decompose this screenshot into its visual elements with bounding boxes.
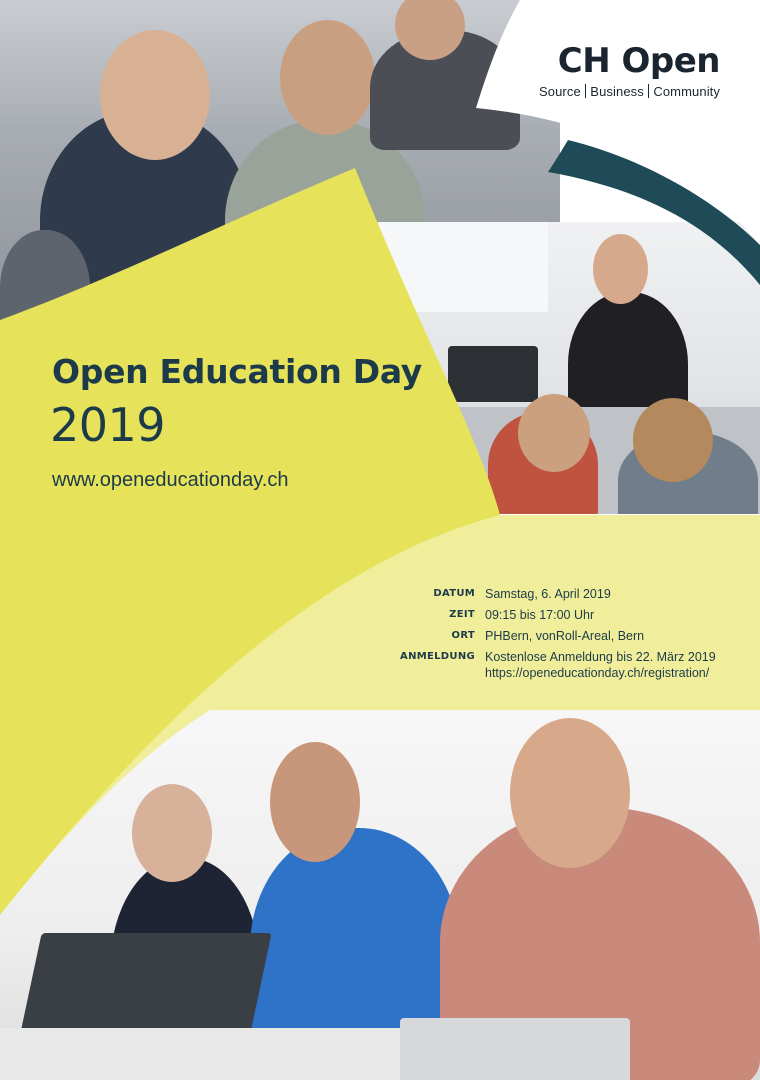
- detail-label: ORT: [451, 630, 475, 641]
- detail-label: DATUM: [433, 588, 475, 599]
- detail-row-ort: [390, 628, 730, 644]
- logo-tag-business: Business: [590, 84, 644, 99]
- detail-row-zeit: [390, 607, 730, 623]
- logo-corner-shape: [476, 0, 760, 245]
- logo-tag-source: Source: [539, 84, 581, 99]
- detail-label: ZEIT: [449, 609, 475, 620]
- event-url[interactable]: www.openeducationday.ch: [52, 469, 289, 491]
- logo-tag-separator: [585, 84, 587, 98]
- detail-value-multiline: [485, 649, 716, 681]
- event-year: 2019: [50, 398, 166, 452]
- detail-value: PHBern, vonRoll-Areal, Bern: [485, 629, 645, 643]
- detail-row-anmeldung: [390, 649, 730, 681]
- registration-link[interactable]: https://openeducationday.ch/registration/: [485, 666, 710, 680]
- detail-value: 09:15 bis 17:00 Uhr: [485, 608, 595, 622]
- ch-open-logo: [539, 42, 720, 99]
- detail-value: Samstag, 6. April 2019: [485, 587, 611, 601]
- logo-title: CH Open: [557, 41, 720, 81]
- logo-tagline: [539, 84, 720, 99]
- logo-tag-community: Community: [653, 84, 720, 99]
- event-details: [390, 586, 730, 686]
- event-title: Open Education Day: [52, 352, 423, 391]
- detail-row-datum: [390, 586, 730, 602]
- detail-label: ANMELDUNG: [400, 651, 475, 662]
- registration-deadline: Kostenlose Anmeldung bis 22. März 2019: [485, 650, 716, 664]
- logo-tag-separator: [648, 84, 650, 98]
